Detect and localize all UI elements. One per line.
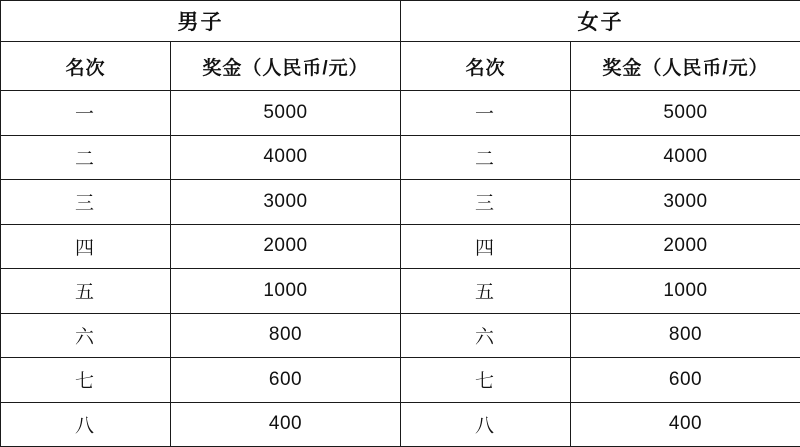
cell-men-rank: 一: [1, 91, 171, 136]
table-row: [1, 135, 800, 180]
column-header-women-rank: 名次: [401, 42, 571, 91]
column-header-men-prize: 奖金（人民币/元）: [171, 42, 401, 91]
cell-women-prize: 400: [571, 402, 800, 447]
column-header-men-rank: 名次: [1, 42, 171, 91]
cell-women-prize: 800: [571, 313, 800, 358]
cell-men-rank: 五: [1, 269, 171, 314]
group-header-men: 男子: [1, 1, 401, 42]
column-header-women-prize: 奖金（人民币/元）: [571, 42, 800, 91]
cell-women-rank: 八: [401, 402, 571, 447]
table-row: [1, 224, 800, 269]
table-body: [1, 91, 800, 447]
cell-women-rank: 四: [401, 224, 571, 269]
table-row: [1, 402, 800, 447]
table-row: [1, 313, 800, 358]
cell-women-rank: 二: [401, 135, 571, 180]
group-header-women: 女子: [401, 1, 800, 42]
table-row: [1, 358, 800, 403]
cell-men-prize: 400: [171, 402, 401, 447]
cell-men-prize: 3000: [171, 180, 401, 225]
cell-men-prize: 5000: [171, 91, 401, 136]
table-row: [1, 91, 800, 136]
cell-women-rank: 五: [401, 269, 571, 314]
group-header-row: [1, 1, 800, 42]
cell-men-prize: 1000: [171, 269, 401, 314]
cell-men-rank: 二: [1, 135, 171, 180]
cell-women-rank: 三: [401, 180, 571, 225]
cell-women-rank: 六: [401, 313, 571, 358]
cell-men-rank: 四: [1, 224, 171, 269]
cell-women-prize: 1000: [571, 269, 800, 314]
cell-women-prize: 4000: [571, 135, 800, 180]
table-row: [1, 269, 800, 314]
cell-women-prize: 2000: [571, 224, 800, 269]
cell-men-rank: 七: [1, 358, 171, 403]
table-row: [1, 180, 800, 225]
cell-women-rank: 一: [401, 91, 571, 136]
cell-men-prize: 2000: [171, 224, 401, 269]
cell-women-prize: 5000: [571, 91, 800, 136]
cell-men-prize: 800: [171, 313, 401, 358]
column-header-row: [1, 42, 800, 91]
table-head: [1, 1, 800, 91]
cell-women-prize: 3000: [571, 180, 800, 225]
cell-women-rank: 七: [401, 358, 571, 403]
cell-men-prize: 600: [171, 358, 401, 403]
cell-men-rank: 三: [1, 180, 171, 225]
cell-men-prize: 4000: [171, 135, 401, 180]
cell-men-rank: 六: [1, 313, 171, 358]
cell-women-prize: 600: [571, 358, 800, 403]
cell-men-rank: 八: [1, 402, 171, 447]
